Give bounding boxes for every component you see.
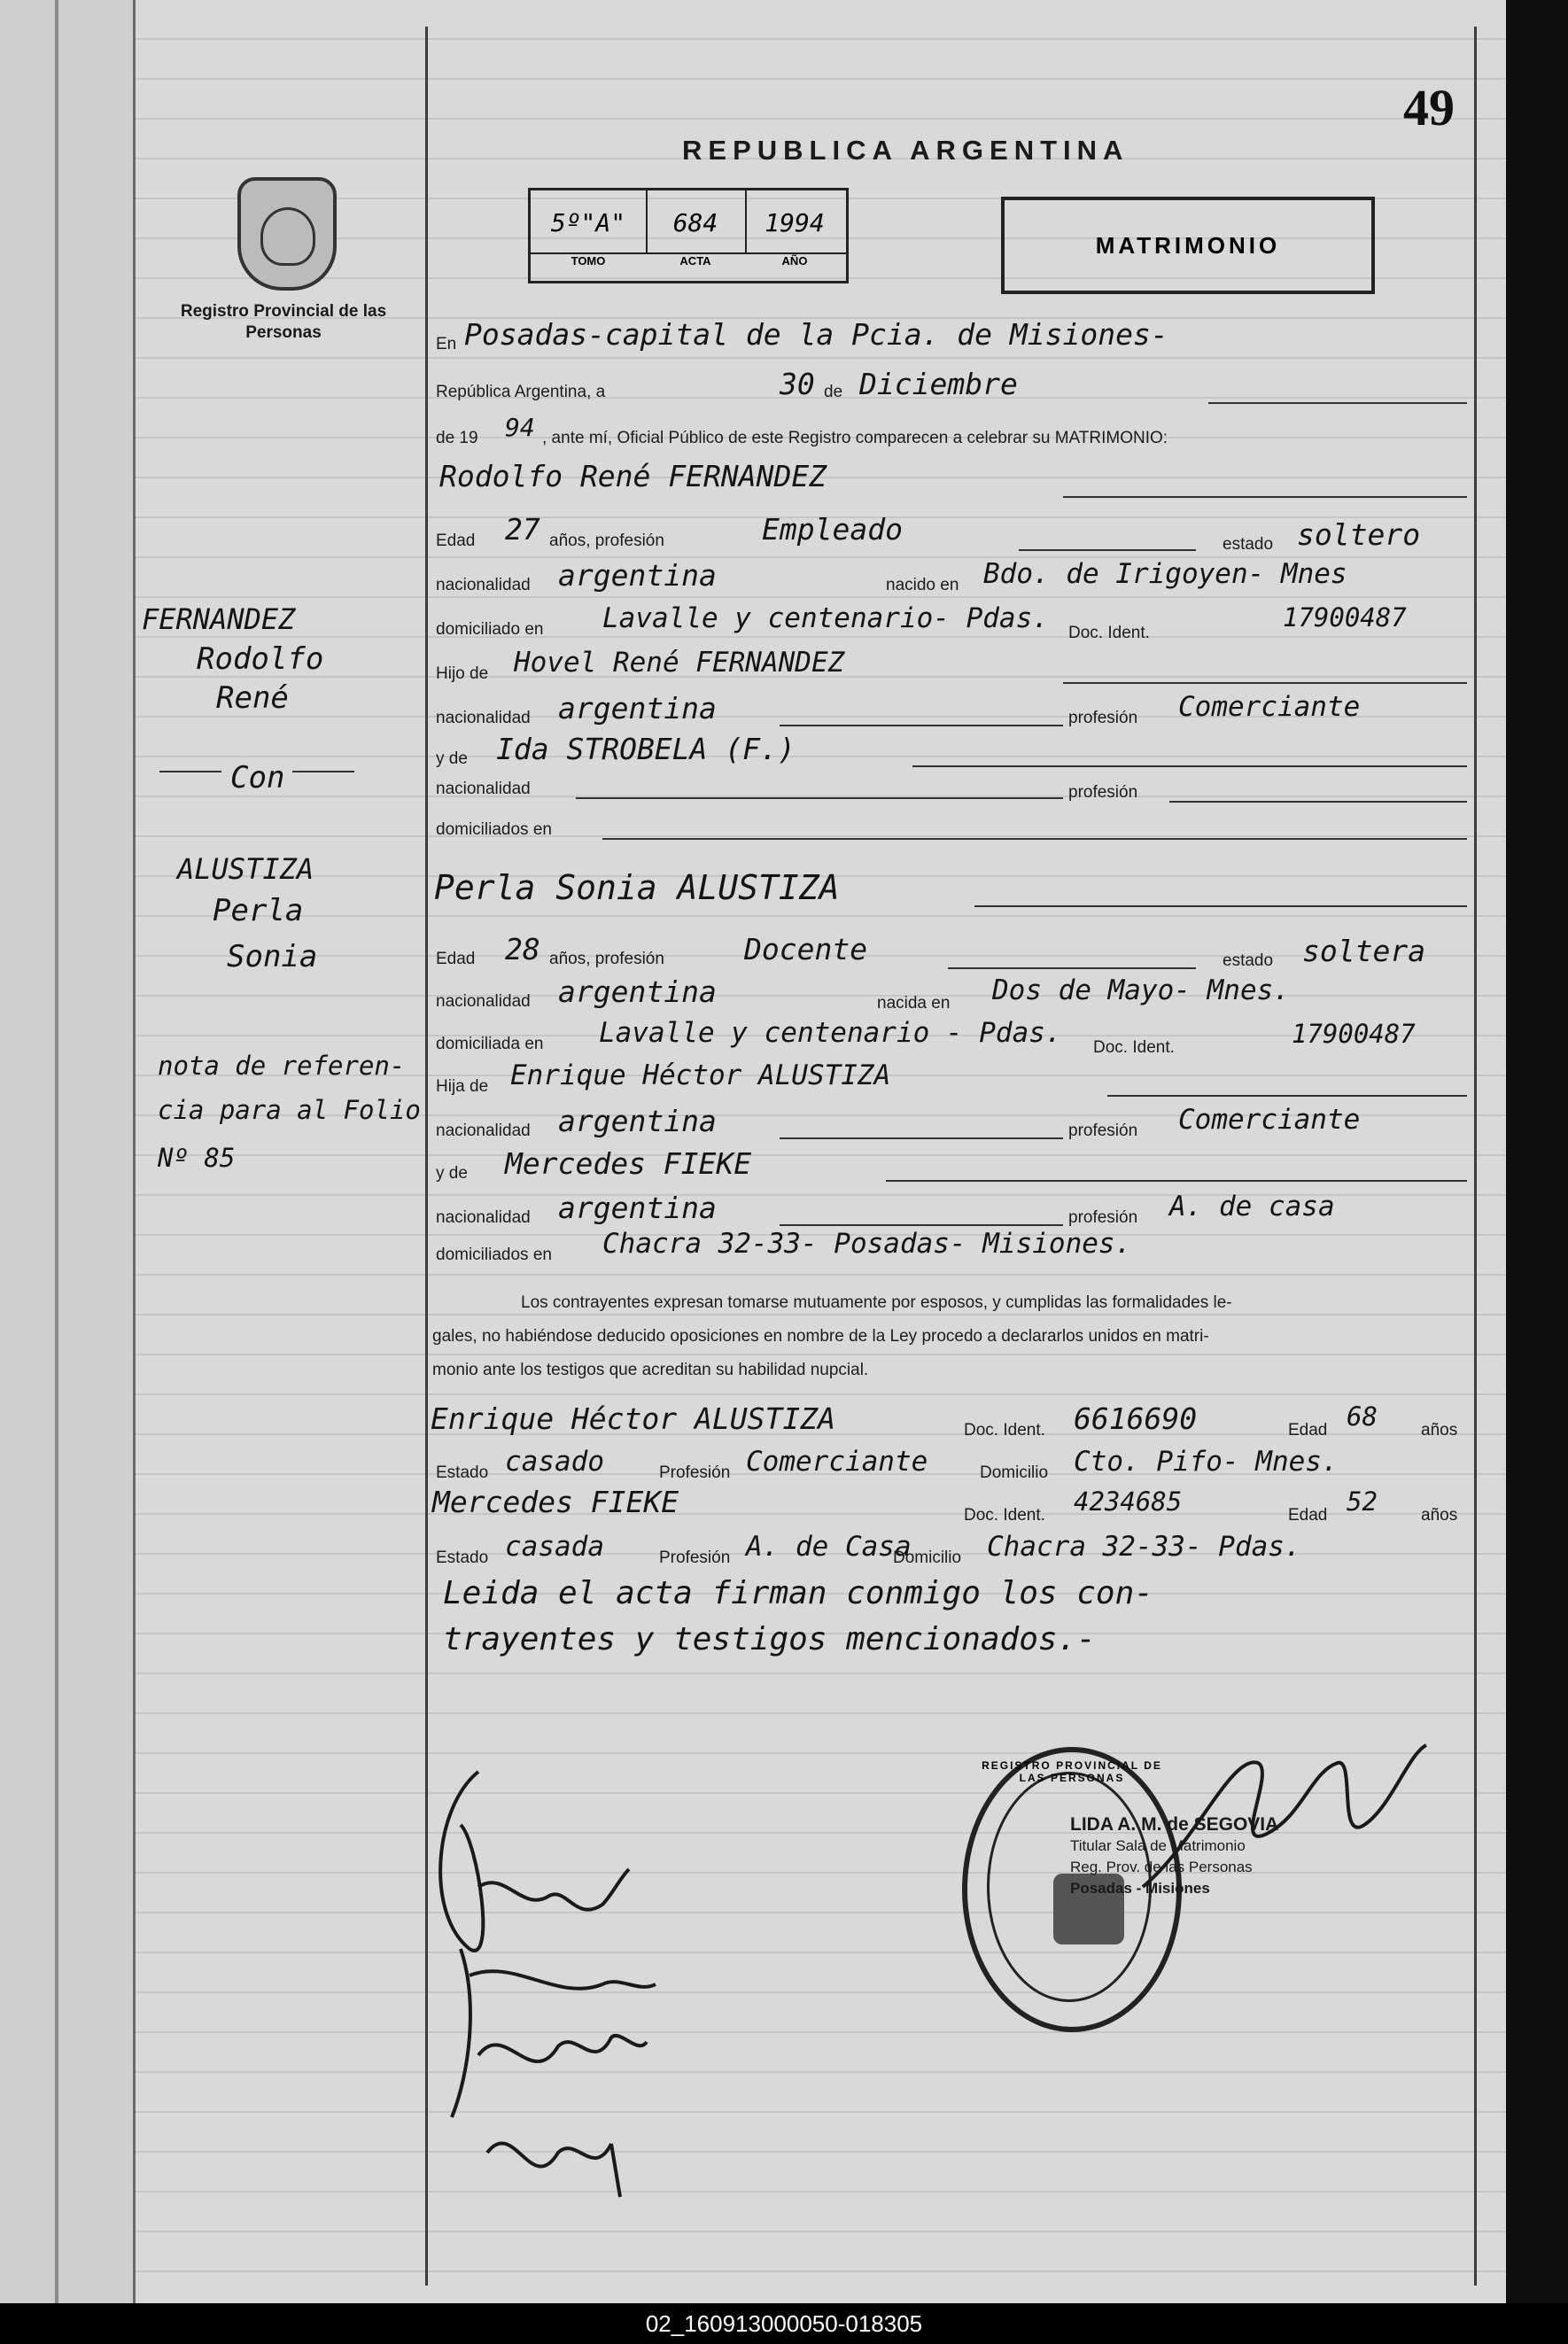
groom-padre-profesion: Comerciante (1178, 691, 1361, 723)
hijo-label: Hijo de (436, 664, 489, 683)
blank-line (1169, 801, 1467, 803)
nacionalidad-label: nacionalidad (436, 992, 531, 1011)
bride-nacionalidad: argentina (558, 974, 717, 1009)
nacida-label: nacida en (877, 994, 951, 1013)
witness-2-domicilio: Chacra 32-33- Pdas. (987, 1531, 1301, 1563)
bride-domicilio: Lavalle y centenario - Pdas. (599, 1017, 1062, 1049)
margin-dash (159, 771, 221, 772)
domicilio-label: domiciliada en (436, 1035, 544, 1053)
domiciliados-label: domiciliados en (436, 820, 552, 839)
witness-2-estado: casada (505, 1531, 604, 1563)
nacionalidad-label: nacionalidad (436, 576, 531, 594)
folio-number: 49 (1403, 79, 1455, 136)
domiciliados-label: domiciliados en (436, 1246, 552, 1264)
blank-line (974, 905, 1467, 907)
yde-label: y de (436, 1164, 468, 1183)
en-label: En (436, 335, 457, 353)
month-value: Diciembre (859, 367, 1018, 401)
groom-edad: 27 (505, 512, 540, 547)
nacido-label: nacido en (886, 576, 959, 594)
groom-profesion: Empleado (762, 512, 903, 547)
blank-line (780, 1224, 1063, 1226)
acta-label: ACTA (679, 254, 711, 268)
blank-line (1208, 402, 1467, 404)
reference-note-line: cia para al Folio (158, 1095, 421, 1125)
officer-office: Reg. Prov. de las Personas (1070, 1859, 1253, 1875)
acta-cell (646, 190, 747, 252)
country-title: REPUBLICA ARGENTINA (682, 135, 1129, 166)
profesion-label: años, profesión (549, 532, 664, 550)
yde-label: y de (436, 749, 468, 768)
signatures-icon (425, 1736, 709, 2232)
groom-name: Rodolfo René FERNANDEZ (439, 459, 827, 493)
groom-domicilio: Lavalle y centenario- Pdas. (602, 602, 1049, 634)
doc-label: Doc. Ident. (964, 1421, 1045, 1440)
bride-padre-nacionalidad: argentina (558, 1104, 717, 1138)
tomo-cell (531, 190, 648, 252)
margin-con: Con (230, 760, 285, 796)
groom-estado: soltero (1297, 517, 1421, 552)
institution-name: Registro Provincial de las Personas (180, 302, 387, 342)
blank-line (1063, 682, 1467, 684)
edad-label: Edad (436, 950, 476, 968)
bride-madre-nacionalidad: argentina (558, 1191, 717, 1225)
groom-madre: Ida STROBELA (F.) (496, 732, 796, 766)
bride-nacida-en: Dos de Mayo- Mnes. (992, 974, 1290, 1006)
bride-padre-profesion: Comerciante (1178, 1104, 1361, 1136)
groom-nacionalidad: argentina (558, 558, 717, 593)
profesion-label: profesión (1068, 783, 1138, 802)
estado-label: estado (1223, 535, 1274, 554)
blank-line (1107, 1095, 1467, 1097)
closing-line: trayentes y testigos mencionados.- (443, 1621, 1096, 1657)
margin-bride-surname: ALUSTIZA (177, 852, 314, 886)
edad-label: Edad (1288, 1506, 1328, 1525)
right-rule (1474, 27, 1477, 2286)
margin-bride-second: Sonia (227, 939, 318, 974)
doc-label: Doc. Ident. (1068, 624, 1150, 642)
estado-label: Estado (436, 1463, 489, 1482)
profesion-label: profesión (1068, 709, 1138, 727)
witness-1-name: Enrique Héctor ALUSTIZA (431, 1401, 835, 1436)
tomo-label: TOMO (571, 254, 606, 268)
formal-line: Los contrayentes expresan tomarse mutuamente por esposos, y cumplidas las formalidades le- (521, 1293, 1232, 1312)
bride-madre-profesion: A. de casa (1169, 1191, 1335, 1222)
bride-doc: 17900487 (1292, 1019, 1416, 1049)
nacionalidad-label: nacionalidad (436, 709, 531, 727)
groom-padre: Hovel René FERNANDEZ (514, 647, 845, 679)
page-spine (55, 0, 58, 2303)
formal-line: monio ante los testigos que acreditan su habilidad nupcial. (432, 1361, 869, 1379)
officer-block (1070, 1814, 1278, 1899)
margin-dash (292, 771, 354, 772)
ano-label: AÑO (781, 254, 808, 268)
blank-line (912, 765, 1467, 767)
hija-label: Hija de (436, 1077, 489, 1096)
margin-groom-second: René (216, 680, 289, 716)
margin-groom-surname: FERNANDEZ (142, 602, 296, 636)
blank-line (1019, 549, 1196, 551)
bride-padre: Enrique Héctor ALUSTIZA (510, 1059, 891, 1091)
day-value: 30 (780, 367, 815, 401)
witness-1-domicilio: Cto. Pifo- Mnes. (1074, 1446, 1339, 1478)
blank-line (780, 725, 1063, 726)
profesion-label: Profesión (659, 1463, 731, 1482)
estado-label: Estado (436, 1548, 489, 1567)
bride-edad: 28 (505, 932, 540, 966)
nacionalidad-label: nacionalidad (436, 780, 531, 798)
domicilio-label: domiciliado en (436, 620, 544, 639)
edad-label: Edad (1288, 1421, 1328, 1440)
officer-name: LIDA A. M. de SEGOVIA (1070, 1814, 1279, 1835)
tomo-value: 5º"A" (550, 208, 626, 237)
doc-label: Doc. Ident. (964, 1506, 1045, 1525)
formal-declaration (432, 1286, 1471, 1387)
blank-line (1063, 496, 1467, 498)
bride-domiciliados: Chacra 32-33- Posadas- Misiones. (602, 1228, 1132, 1260)
nacionalidad-label: nacionalidad (436, 1122, 531, 1140)
witness-1-estado: casado (505, 1446, 604, 1478)
ano-value: 1994 (765, 208, 825, 237)
bride-name: Perla Sonia ALUSTIZA (434, 868, 840, 907)
closing-line: Leida el acta firman conmigo los con- (443, 1575, 1153, 1611)
profesion-label: Profesión (659, 1548, 731, 1567)
profesion-label: profesión (1068, 1122, 1138, 1140)
anos-label: años (1421, 1506, 1458, 1525)
ano-cell (745, 190, 844, 252)
year-suffix-value: 94 (505, 413, 535, 442)
witness-1-edad: 68 (1347, 1401, 1378, 1432)
de-label: de (824, 383, 843, 401)
formal-line: gales, no habiéndose deducido oposiciones en nombre de la Ley procedo a declararlos unidos en matri- (432, 1327, 1209, 1346)
witness-1-profesion: Comerciante (746, 1446, 928, 1478)
witness-2-name: Mercedes FIEKE (432, 1485, 679, 1519)
officer-city: Posadas - Misiones (1070, 1880, 1210, 1897)
blank-line (576, 797, 1063, 799)
intro-text: , ante mí, Oficial Público de este Registro comparecen a celebrar su MATRIMONIO: (542, 429, 1168, 447)
groom-nacido-en: Bdo. de Irigoyen- Mnes (983, 558, 1347, 590)
groom-doc: 17900487 (1283, 602, 1407, 633)
witness-2-edad: 52 (1347, 1486, 1378, 1517)
doc-label: Doc. Ident. (1093, 1038, 1175, 1057)
reference-note-line: nota de referen- (158, 1051, 406, 1081)
previous-page-edge (0, 0, 136, 2303)
bride-madre: Mercedes FIEKE (505, 1146, 752, 1181)
year-prefix-label: de 19 (436, 429, 478, 447)
edad-label: Edad (436, 532, 476, 550)
republica-label: República Argentina, a (436, 383, 606, 401)
margin-bride-first: Perla (213, 893, 304, 928)
register-box (528, 188, 849, 283)
domicilio-label: Domicilio (980, 1463, 1049, 1482)
blank-line (886, 1180, 1467, 1182)
groom-padre-nacionalidad: argentina (558, 691, 717, 726)
bride-profesion: Docente (744, 932, 868, 966)
blank-line (780, 1137, 1063, 1139)
provincial-seal-icon (237, 177, 337, 291)
acta-value: 684 (672, 208, 718, 237)
anos-label: años (1421, 1421, 1458, 1440)
profesion-label: años, profesión (549, 950, 664, 968)
margin-groom-first: Rodolfo (197, 641, 324, 677)
witness-1-doc: 6616690 (1074, 1401, 1198, 1436)
record-type-box: MATRIMONIO (1001, 197, 1375, 294)
witness-2-profesion: A. de Casa (746, 1531, 912, 1563)
estado-label: estado (1223, 951, 1274, 970)
bride-estado: soltera (1302, 934, 1426, 968)
nacionalidad-label: nacionalidad (436, 1208, 531, 1227)
reference-note-line: Nº 85 (158, 1143, 236, 1173)
witness-2-doc: 4234685 (1074, 1486, 1183, 1517)
stamp-circle-text: REGISTRO PROVINCIAL DE LAS PERSONAS (982, 1759, 1162, 1784)
blank-line (602, 838, 1467, 840)
scan-id-bar: 02_160913000050-018305 (0, 2303, 1568, 2344)
place-value: Posadas-capital de la Pcia. de Misiones- (464, 317, 1168, 352)
officer-title: Titular Sala de Matrimonio (1070, 1837, 1246, 1854)
domicilio-label: Domicilio (893, 1548, 962, 1567)
blank-line (948, 967, 1196, 969)
profesion-label: profesión (1068, 1208, 1138, 1227)
